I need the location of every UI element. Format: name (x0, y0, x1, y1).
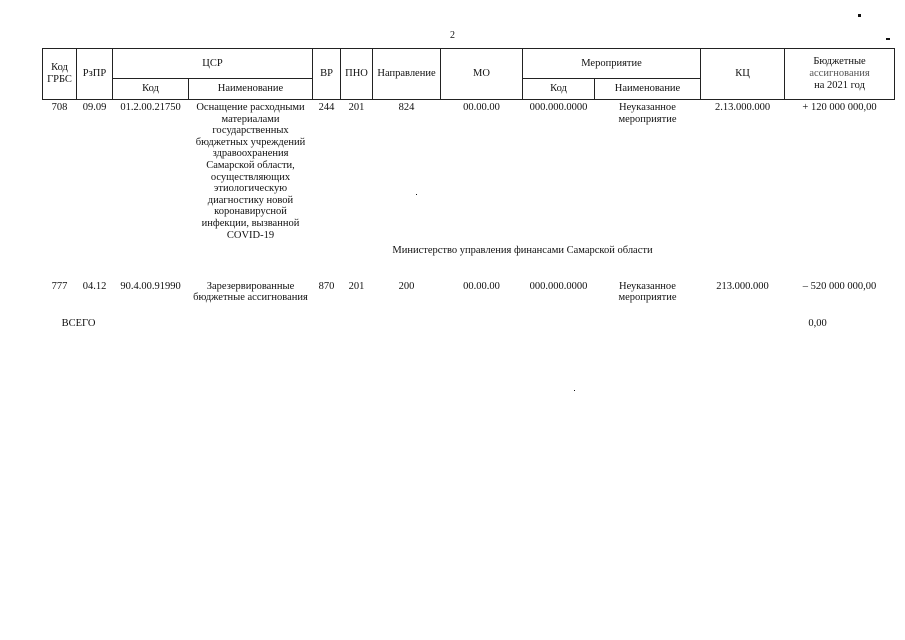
page-number: 2 (450, 30, 455, 41)
header-mo: МО (441, 49, 523, 100)
header-vr: ВР (313, 49, 341, 100)
section-title: Министерство управления финансами Самарской области (392, 245, 653, 257)
cell-pno: 201 (348, 280, 365, 292)
cell-direction: 200 (398, 280, 415, 292)
cell-pno: 201 (348, 102, 365, 113)
cell-event-code: 000.000.0000 (529, 280, 588, 292)
total-spacer (113, 304, 785, 330)
cell-event-name: Неуказанное мероприятие (618, 102, 677, 125)
cell-rzpr: 04.12 (82, 280, 107, 292)
header-rzpr: РзПР (77, 49, 113, 100)
cell-rzpr: 09.09 (82, 102, 107, 113)
header-csr: ЦСР (113, 49, 313, 79)
header-direction: Направление (373, 49, 441, 100)
header-event-name: Наименование (595, 79, 701, 100)
header-csr-code: Код (113, 79, 189, 100)
scan-speck (886, 38, 890, 40)
total-label: ВСЕГО (61, 317, 96, 329)
total-row (43, 304, 895, 330)
cell-csr-code: 01.2.00.21750 (120, 102, 181, 113)
header-budget-line1: Бюджетные (813, 56, 866, 67)
cell-amount: – 520 000 000,00 (802, 280, 877, 292)
header-budget-line3: на 2021 год (814, 80, 865, 91)
table-row (43, 100, 895, 242)
cell-mo: 00.00.00 (463, 102, 500, 113)
table-row (43, 279, 895, 304)
header-grbs: Код ГРБС (43, 49, 77, 100)
cell-csr-name: Оснащение расходными материалами государственных бюджетных учреждений здравоохранения Самарской области, осуществляющих этиологическую диагностику новой коронавирусной инфекции, вызванной COVID-19 (195, 102, 306, 241)
header-csr-name: Наименование (189, 79, 313, 100)
header-pno: ПНО (341, 49, 373, 100)
scan-speck (574, 390, 575, 391)
cell-event-name: Неуказанное мероприятие (618, 280, 677, 304)
header-budget-line2: ассигнования (809, 68, 870, 79)
cell-csr-name: Зарезервированные бюджетные ассигнования (193, 280, 308, 304)
header-budget (785, 49, 895, 100)
cell-vr: 870 (318, 280, 335, 292)
cell-direction: 824 (398, 102, 415, 113)
cell-kc: 213.000.000 (716, 280, 769, 292)
cell-grbs: 708 (51, 102, 68, 113)
cell-amount: + 120 000 000,00 (802, 102, 877, 113)
cell-mo: 00.00.00 (463, 280, 500, 292)
header-event-code: Код (523, 79, 595, 100)
cell-kc: 2.13.000.000 (714, 102, 771, 113)
header-kc: КЦ (701, 49, 785, 100)
section-row (43, 241, 895, 279)
cell-vr: 244 (318, 102, 335, 113)
budget-table (42, 48, 895, 330)
total-value: 0,00 (808, 317, 827, 329)
cell-event-code: 000.000.0000 (529, 102, 588, 113)
cell-grbs: 777 (51, 280, 68, 292)
header-event: Мероприятие (523, 49, 701, 79)
cell-csr-code: 90.4.00.91990 (120, 280, 181, 292)
scan-speck (858, 14, 861, 17)
